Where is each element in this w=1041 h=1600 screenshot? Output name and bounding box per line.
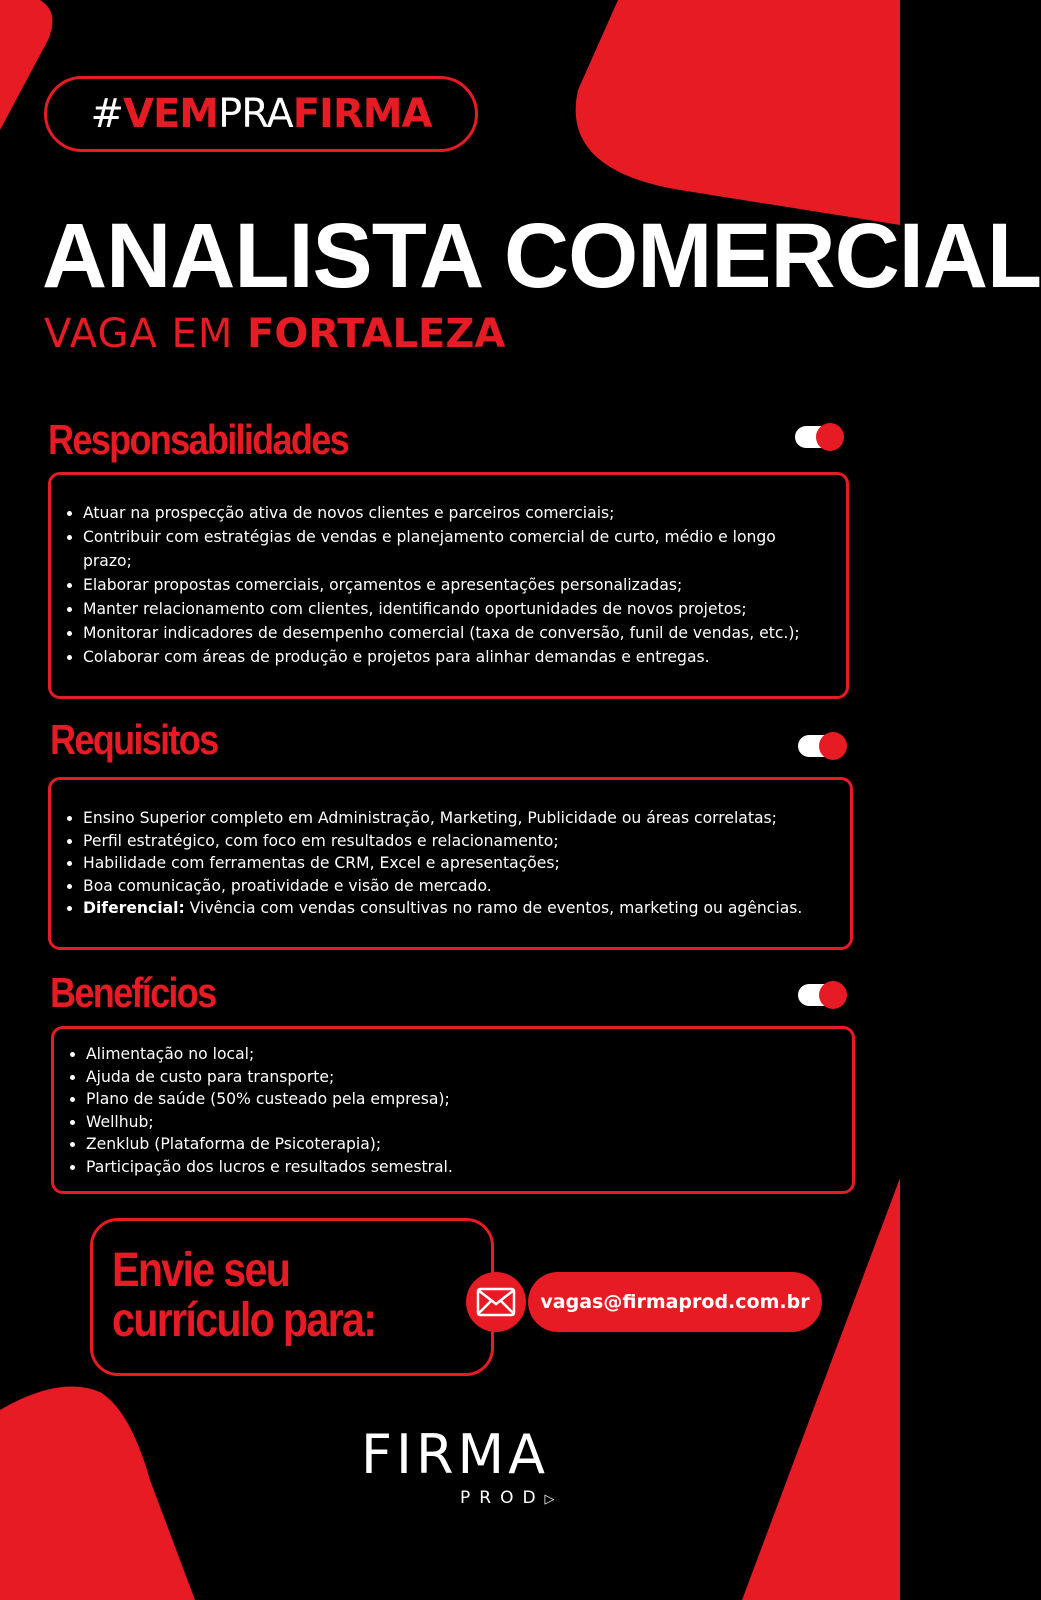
logo-sub-label: PROD [460,1488,545,1508]
top-right-blob-shape [576,0,900,225]
list-item: • Boa comunicação, proatividade e visão de mercado. [83,875,834,898]
location-prefix: VAGA EM [44,311,248,357]
list-item: • Manter relacionamento com clientes, identificando oportunidades de novos projetos; [83,597,828,621]
cta-heading [112,1246,375,1346]
list-item: • Habilidade com ferramentas de CRM, Excel e apresentações; [83,852,834,875]
hashtag-part-firma: FIRMA [292,91,432,137]
hashtag-part-pra: PRA [218,91,293,137]
hashtag-symbol: # [90,91,123,137]
bottom-right-stripe-shape [742,1178,900,1600]
job-location [44,311,506,357]
list-item: • Contribuir com estratégias de vendas e planejamento comercial de curto, médio e longo prazo; [83,525,828,573]
play-icon: ▷ [544,1492,555,1507]
list-item: • Wellhub; [86,1111,852,1134]
location-city: FORTALEZA [247,311,506,357]
responsabilidades-list [51,475,846,669]
list-item: • Participação dos lucros e resultados semestral. [86,1156,852,1179]
list-item: • Colaborar com áreas de produção e projetos para alinhar demandas e entregas. [83,645,828,669]
heading-responsabilidades: Responsabilidades [48,416,348,463]
toggle-icon [795,426,841,448]
toggle-icon [798,984,844,1006]
heading-requisitos: Requisitos [50,716,218,763]
list-item [83,897,834,920]
beneficios-box [51,1026,855,1194]
mail-icon[interactable] [466,1272,526,1332]
requisitos-list [51,780,850,920]
diferencial-text: Vivência com vendas consultivas no ramo de eventos, marketing ou agências. [184,899,803,917]
email-link[interactable]: vagas@firmaprod.com.br [528,1272,822,1332]
cta-line-1: Envie seu [112,1244,290,1297]
hashtag-part-vem: VEM [122,91,219,137]
logo-sub-text [460,1490,555,1507]
cta-line-2: currículo para: [112,1294,376,1347]
bottom-left-blob-shape [0,1386,195,1600]
list-item: • Ajuda de custo para transporte; [86,1066,852,1089]
job-title: ANALISTA COMERCIAL [42,205,1041,307]
list-item: • Perfil estratégico, com foco em resultados e relacionamento; [83,830,834,853]
list-item: • Ensino Superior completo em Administração, Marketing, Publicidade ou áreas correlatas; [83,807,834,830]
beneficios-list [54,1029,852,1178]
list-item: • Atuar na prospecção ativa de novos clientes e parceiros comerciais; [83,501,828,525]
list-item: • Alimentação no local; [86,1043,852,1066]
list-item: • Monitorar indicadores de desempenho comercial (taxa de conversão, funil de vendas, etc.); [83,621,828,645]
list-item: • Zenklub (Plataforma de Psicoterapia); [86,1133,852,1156]
requisitos-box [48,777,853,950]
diferencial-label: Diferencial: [83,899,185,917]
heading-beneficios: Benefícios [50,969,216,1016]
list-item: • Plano de saúde (50% custeado pela empresa); [86,1088,852,1111]
list-item: • Elaborar propostas comerciais, orçamentos e apresentações personalizadas; [83,573,828,597]
toggle-icon [798,735,844,757]
responsabilidades-box [48,472,849,699]
firma-prod-logo [340,1423,570,1508]
logo-main-text: FIRMA [360,1423,550,1486]
hashtag-badge [44,76,478,152]
